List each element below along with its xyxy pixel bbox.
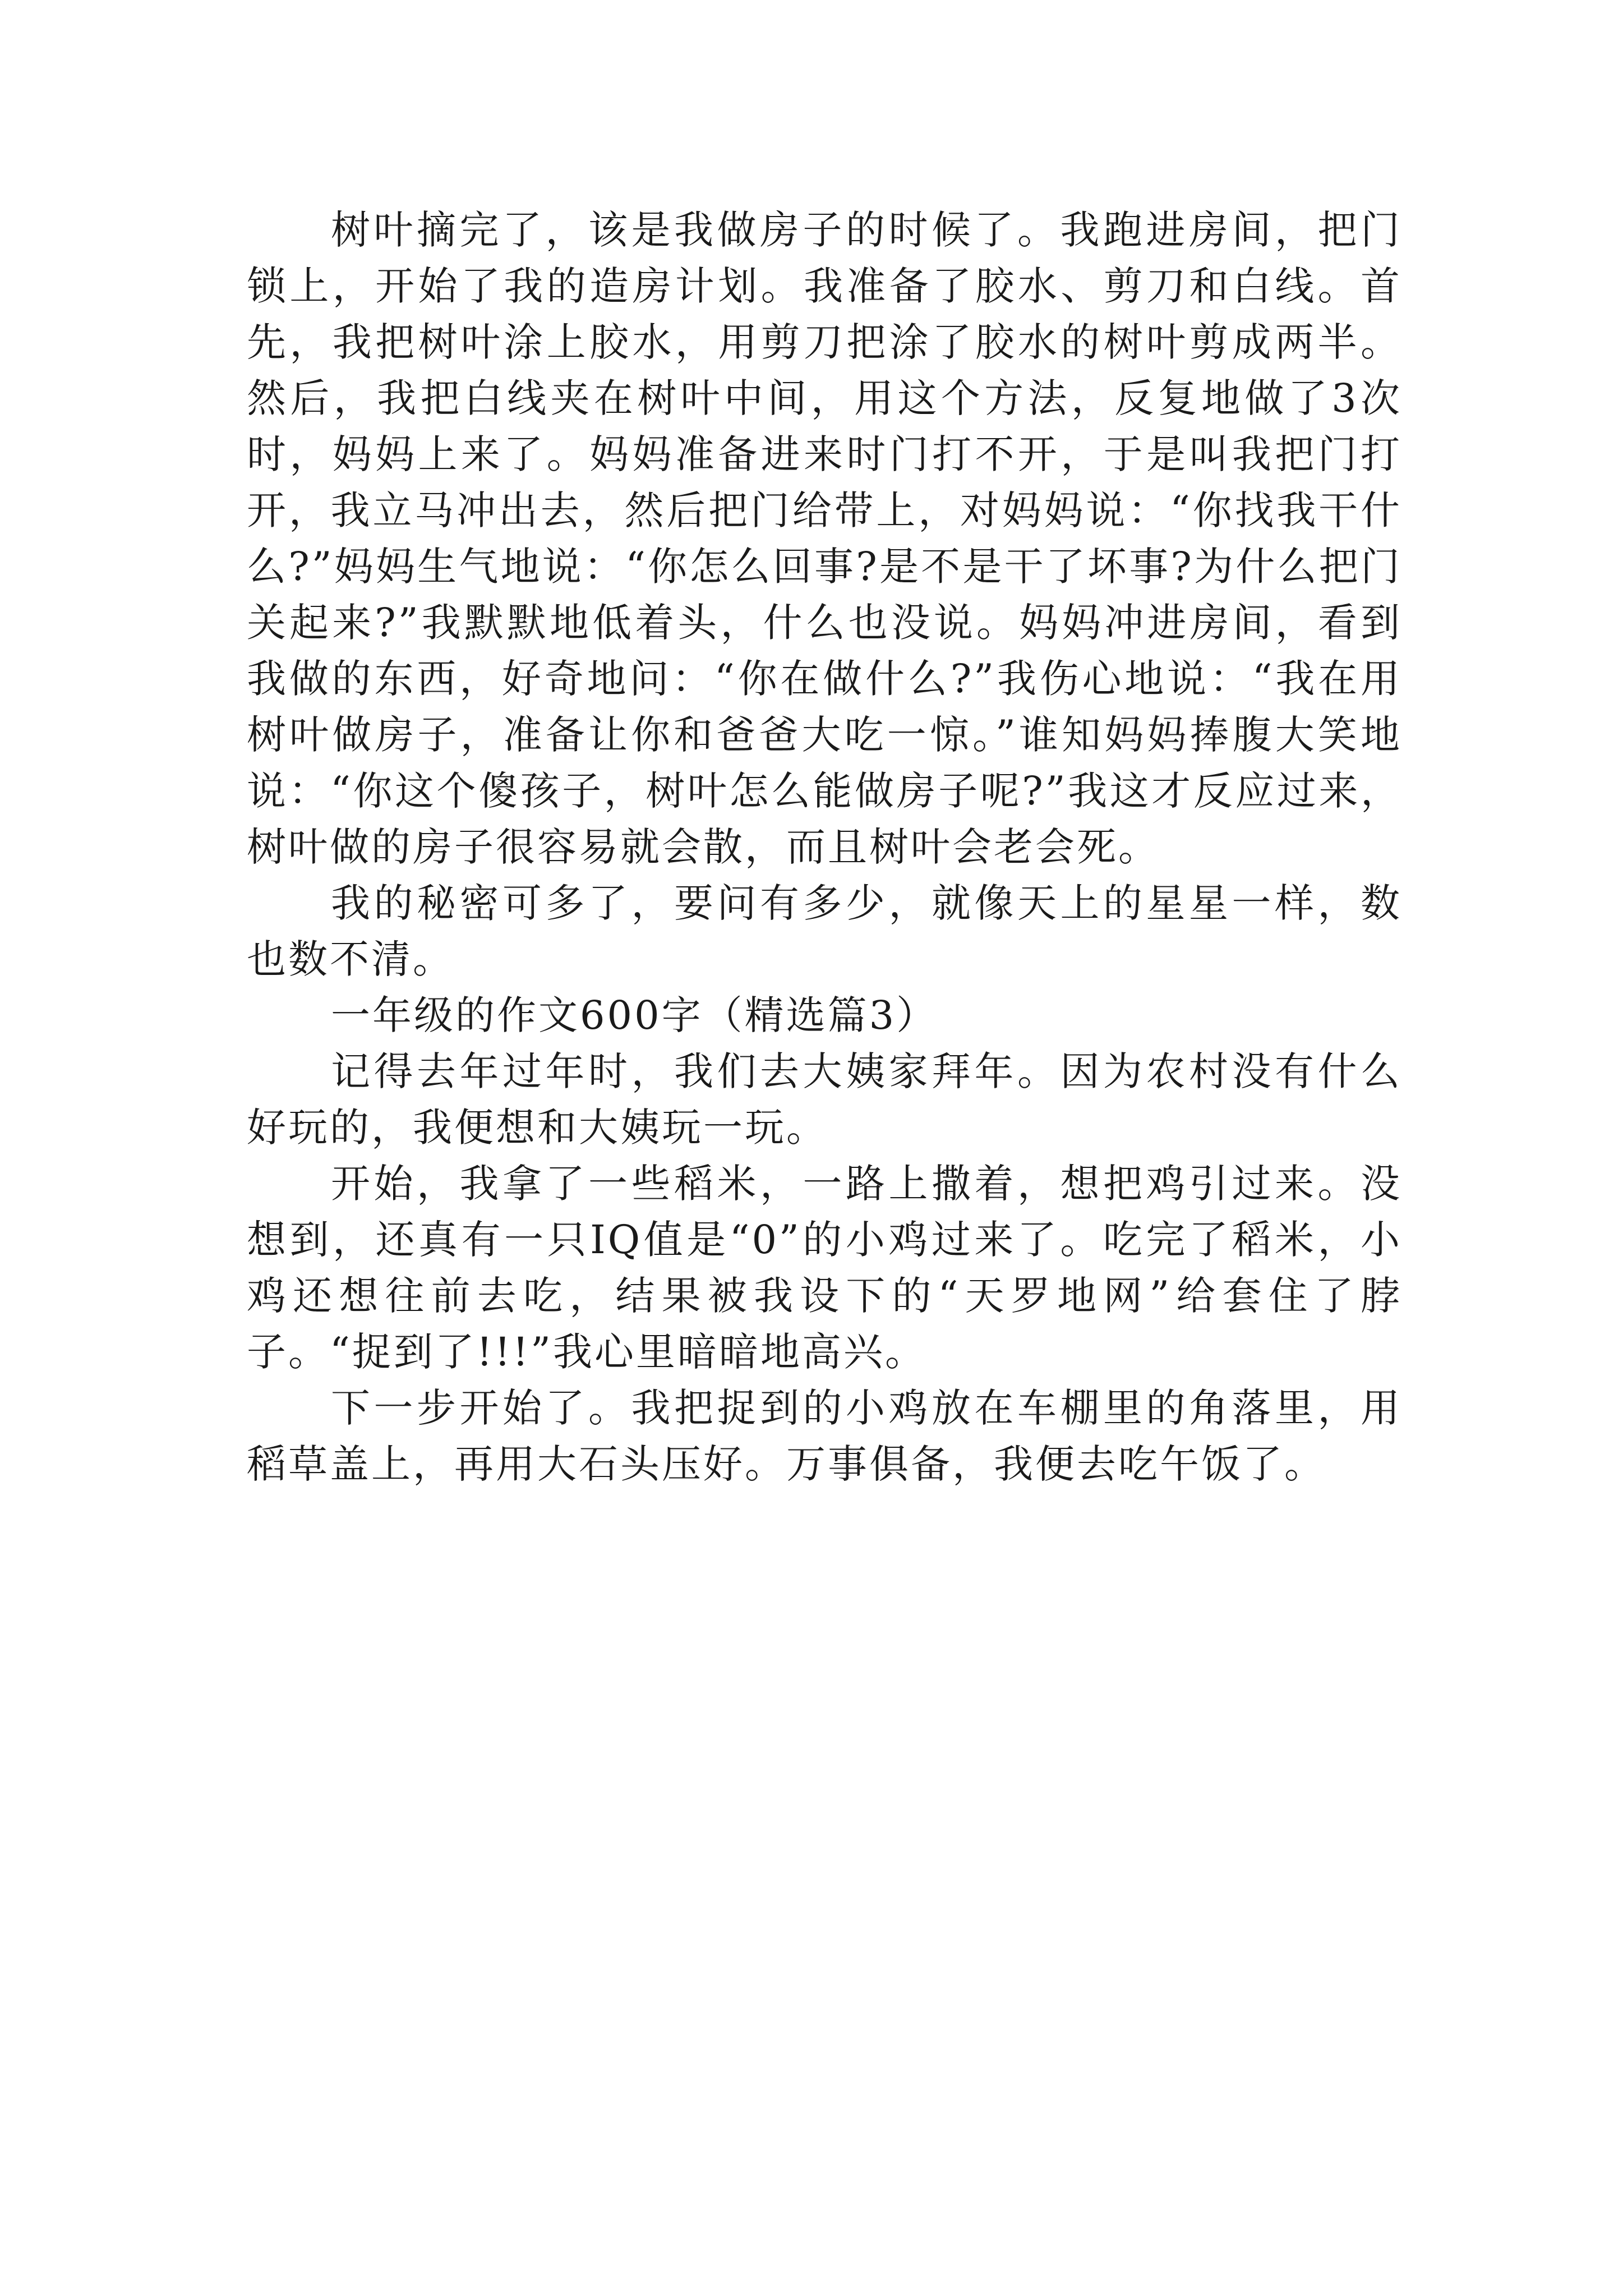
paragraph: 记得去年过年时，我们去大姨家拜年。因为农村没有什么好玩的，我便想和大姨玩一玩。 xyxy=(247,1048,1402,1151)
paragraph: 开始，我拿了一些稻米，一路上撒着，想把鸡引过来。没想到，还真有一只IQ值是“0”的小鸡过来了。吃完了稻米，小鸡还想往前去吃，结果被我设下的“天罗地网”给套住了脖子。“捉到了!!!”我心里暗暗地高兴。 xyxy=(247,1161,1402,1375)
paragraph: 下一步开始了。我把捉到的小鸡放在车棚里的角落里，用稻草盖上，再用大石头压好。万事俱备，我便去吃午饭了。 xyxy=(247,1385,1402,1487)
paragraph: 树叶摘完了，该是我做房子的时候了。我跑进房间，把门锁上，开始了我的造房计划。我准备了胶水、剪刀和白线。首先，我把树叶涂上胶水，用剪刀把涂了胶水的树叶剪成两半。然后，我把白线夹在树叶中间，用这个方法，反复地做了3次时，妈妈上来了。妈妈准备进来时门打不开，于是叫我把门打开，我立马冲出去，然后把门给带上，对妈妈说：“你找我干什么?”妈妈生气地说：“你怎么回事?是不是干了坏事?为什么把门关起来?”我默默地低着头，什么也没说。妈妈冲进房间，看到我做的东西，好奇地问：“你在做什么?”我伤心地说：“我在用树叶做房子，准备让你和爸爸大吃一惊。”谁知妈妈捧腹大笑地说：“你这个傻孩子，树叶怎么能做房子呢?”我这才反应过来，树叶做的房子很容易就会散，而且树叶会老会死。 xyxy=(247,207,1402,870)
section-heading: 一年级的作文600字（精选篇3） xyxy=(331,992,938,1038)
document-body xyxy=(247,202,1402,1492)
paragraph: 我的秘密可多了，要问有多少，就像天上的星星一样，数也数不清。 xyxy=(247,880,1402,982)
